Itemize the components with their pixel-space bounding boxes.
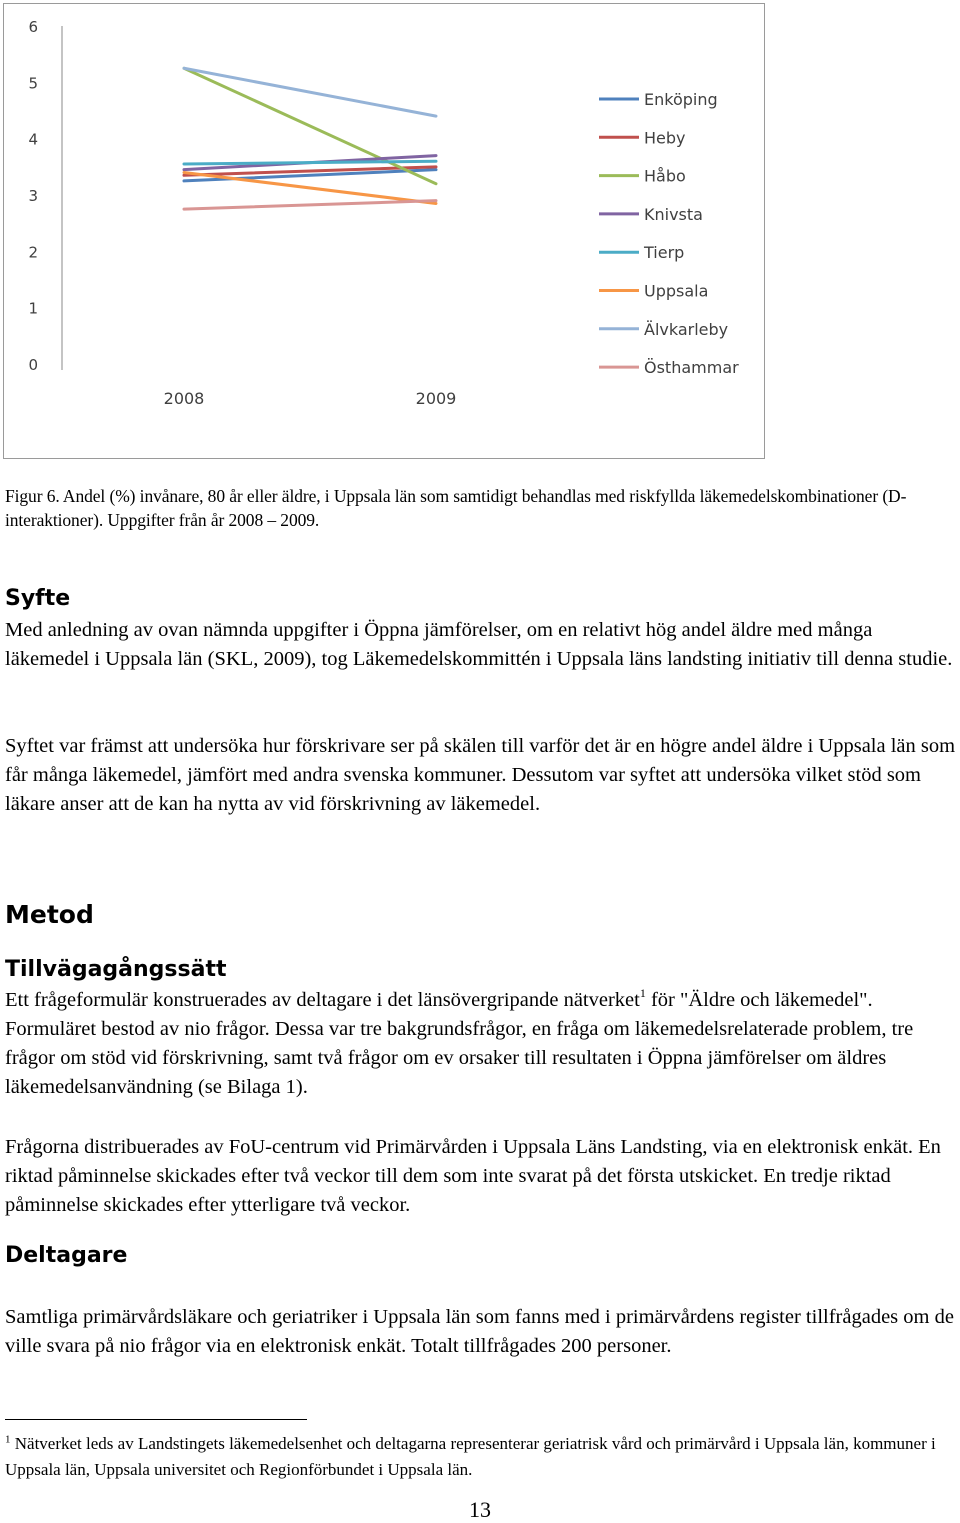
x-tick-label: 2008 bbox=[163, 389, 205, 408]
syfte-heading: Syfte bbox=[5, 586, 71, 611]
page-number: 13 bbox=[469, 1497, 491, 1522]
syfte-paragraph-1: Med anledning av ovan nämnda uppgifter i Öppna jämförelser, om en relativt hög andel äldre med många läkemedel i Uppsala län (SKL, 2009), tog Läkemedelskommittén i Uppsala läns landsting initiativ till denna studie. bbox=[5, 619, 953, 670]
legend-label: Knivsta bbox=[644, 204, 703, 224]
footnote bbox=[5, 1431, 955, 1483]
footnote-mark: 1 bbox=[5, 1433, 11, 1446]
series-line-älvkarleby bbox=[184, 68, 436, 116]
chart-canvas bbox=[4, 4, 764, 458]
legend-label: Älvkarleby bbox=[644, 319, 729, 339]
deltagare-paragraph: Samtliga primärvårdsläkare och geriatriker i Uppsala län som fanns med i primärvårdens register tillfrågades om de ville svara på nio frågor via en elektronisk enkät. Totalt tillfrågades 200 personer. bbox=[5, 1306, 954, 1357]
legend-label: Uppsala bbox=[644, 281, 709, 301]
metod-heading: Metod bbox=[5, 900, 94, 929]
x-tick-label: 2009 bbox=[415, 389, 457, 408]
metod-paragraph-1-start: Ett frågeformulär konstruerades av deltagare i det länsövergripande nätverket bbox=[5, 989, 640, 1011]
legend-label: Håbo bbox=[644, 166, 686, 186]
syfte-paragraph-2: Syftet var främst att undersöka hur förskrivare ser på skälen till varför det är en högre andel äldre i Uppsala län som får många läkemedel, jämfört med andra svenska kommuner. Dessutom var syftet att undersöka vilket stöd som läkare anser att de kan ha nytta av vid förskrivning av läkemedel. bbox=[5, 735, 956, 815]
legend-label: Heby bbox=[644, 128, 686, 148]
y-tick-label: 5 bbox=[28, 74, 38, 93]
series-line-uppsala bbox=[184, 172, 436, 203]
footnote-text: Nätverket leds av Landstingets läkemedelsenhet och deltagarna representerar geriatrisk vård och primärvård i Uppsala län, kommuner i Uppsala län, Uppsala universitet och Regionförbundet i Uppsala län. bbox=[5, 1434, 936, 1479]
legend-label: Enköping bbox=[644, 90, 718, 109]
metod-paragraph-2: Frågorna distribuerades av FoU-centrum vid Primärvården i Uppsala Läns Landsting, via en elektronisk enkät. En riktad påminnelse skickades efter två veckor till dem som inte svarat på det första utskicket. En tredje riktad påminnelse skickades efter ytterligare två veckor. bbox=[5, 1136, 941, 1216]
y-tick-label: 4 bbox=[28, 130, 38, 149]
footnote-divider bbox=[5, 1419, 307, 1420]
legend-label: Tierp bbox=[644, 243, 685, 263]
line-chart bbox=[3, 3, 765, 459]
tillvagagangssatt-heading: Tillvägagångssätt bbox=[5, 957, 227, 982]
y-tick-label: 2 bbox=[28, 243, 38, 262]
series-line-östhammar bbox=[184, 201, 436, 209]
legend-label: Östhammar bbox=[644, 358, 739, 378]
metod-paragraph-1 bbox=[5, 986, 960, 1102]
y-tick-label: 1 bbox=[28, 299, 38, 318]
metod-paragraph-1-end: för "Äldre och läkemedel". Formuläret bestod av nio frågor. Dessa var tre bakgrundsfrågor, en fråga om läkemedelsrelaterade problem, tre frågor om stöd vid förskrivning, samt två frågor om ev orsaker till resultaten i Öppna jämförelser om äldres läkemedelsanvändning (se Bilaga 1). bbox=[5, 989, 914, 1098]
y-tick-label: 0 bbox=[28, 356, 38, 374]
y-tick-label: 6 bbox=[28, 18, 38, 36]
series-line-tierp bbox=[184, 161, 436, 164]
footnote-reference: 1 bbox=[639, 986, 646, 1001]
figure-caption: Figur 6. Andel (%) invånare, 80 år eller äldre, i Uppsala län som samtidigt behandlas med riskfyllda läkemedelskombinationer (D-interaktioner). Uppgifter från år 2008 – 2009. bbox=[5, 486, 907, 530]
y-tick-label: 3 bbox=[28, 187, 38, 205]
deltagare-heading: Deltagare bbox=[5, 1243, 128, 1268]
